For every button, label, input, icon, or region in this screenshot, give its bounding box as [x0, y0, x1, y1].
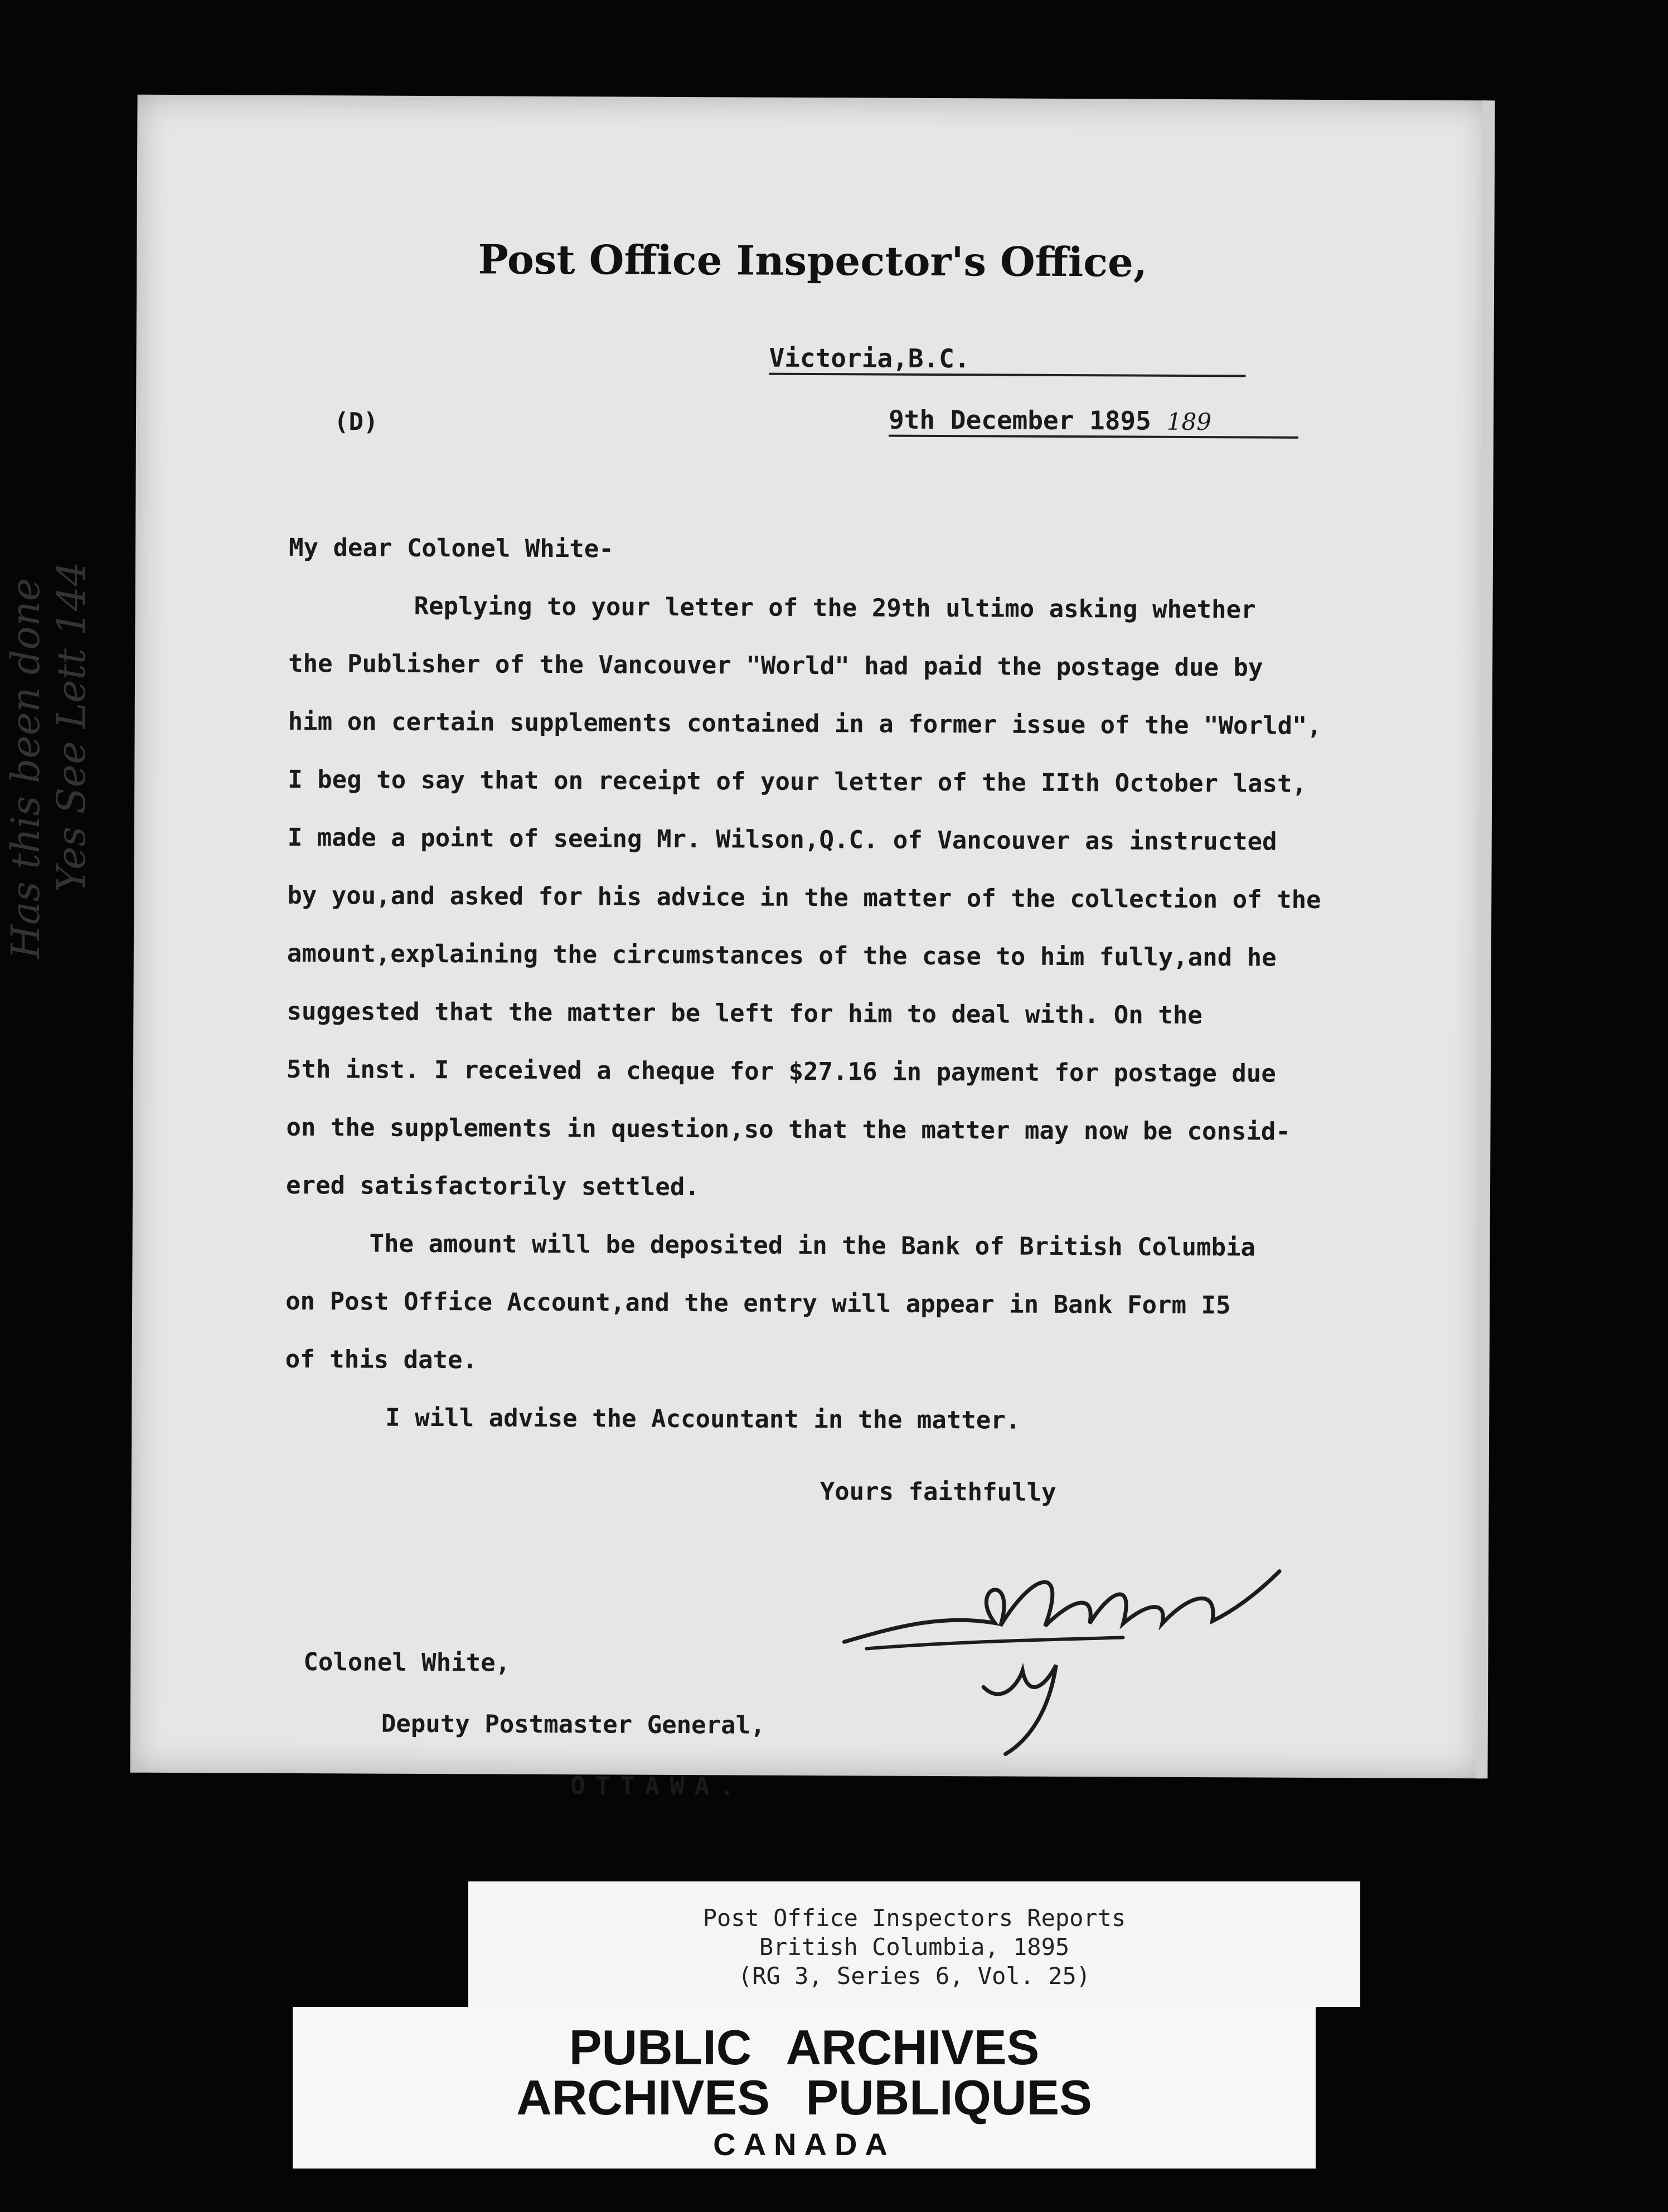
archive-label-english: PUBLIC ARCHIVES	[569, 2020, 1040, 2075]
recipient-city: OTTAWA.	[570, 1772, 744, 1801]
archive-ref-line: British Columbia, 1895	[759, 1933, 1070, 1961]
body-line: I made a point of seeing Mr. Wilson,Q.C. of Vancouver as instructed	[287, 823, 1277, 856]
letter-body	[285, 519, 1448, 1452]
body-line: suggested that the matter be left for him to deal with. On the	[287, 997, 1202, 1030]
archive-reference-slip	[468, 1881, 1360, 2007]
handwritten-margin-note	[3, 561, 94, 959]
body-line: him on certain supplements contained in a former issue of the "World",	[288, 707, 1322, 741]
archive-ref-line: Post Office Inspectors Reports	[702, 1904, 1126, 1932]
body-line: Replying to your letter of the 29th ultimo asking whether	[414, 591, 1256, 624]
body-line: I will advise the Accountant in the matter.	[385, 1403, 1021, 1435]
letterhead: Post Office Inspector's Office,	[478, 235, 1148, 286]
signature	[833, 1502, 1291, 1761]
place-field: Victoria,B.C.	[769, 343, 1245, 377]
archive-label	[293, 2007, 1316, 2169]
archive-ref-line: (RG 3, Series 6, Vol. 25)	[738, 1962, 1091, 1990]
body-line: amount,explaining the circumstances of the case to him fully,and he	[287, 939, 1277, 972]
body-line: I beg to say that on receipt of your letter of the IIth October last,	[288, 765, 1307, 798]
date-typed: 9th December 1895	[888, 404, 1151, 436]
reference-code: (D)	[333, 408, 379, 436]
closing: Yours faithfully	[820, 1477, 1056, 1507]
recipient-title: Deputy Postmaster General,	[381, 1709, 765, 1740]
body-line: on Post Office Account,and the entry will appear in Bank Form I5	[285, 1287, 1231, 1320]
body-line: ered satisfactorily settled.	[285, 1171, 700, 1202]
date-field	[889, 405, 1298, 439]
archive-label-french: ARCHIVES PUBLIQUES	[516, 2070, 1092, 2125]
recipient-name: Colonel White,	[303, 1648, 511, 1677]
archive-label-country: CANADA	[713, 2127, 895, 2162]
margin-note-line: Yes See Lett 144	[49, 561, 94, 892]
body-line: on the supplements in question,so that the matter may now be consid-	[286, 1113, 1291, 1146]
body-line: of this date.	[285, 1345, 478, 1375]
date-printed-prefix: 189	[1166, 408, 1212, 436]
salutation: My dear Colonel White-	[288, 533, 614, 564]
margin-note-line: Has this been done	[3, 578, 49, 959]
body-line: The amount will be deposited in the Bank of British Columbia	[369, 1229, 1256, 1262]
body-line: the Publisher of the Vancouver "World" had paid the postage due by	[288, 649, 1263, 682]
body-line: 5th inst. I received a cheque for $27.16 in payment for postage due	[286, 1055, 1276, 1088]
letter-sheet	[130, 95, 1489, 1801]
body-line: by you,and asked for his advice in the matter of the collection of the	[287, 881, 1321, 915]
